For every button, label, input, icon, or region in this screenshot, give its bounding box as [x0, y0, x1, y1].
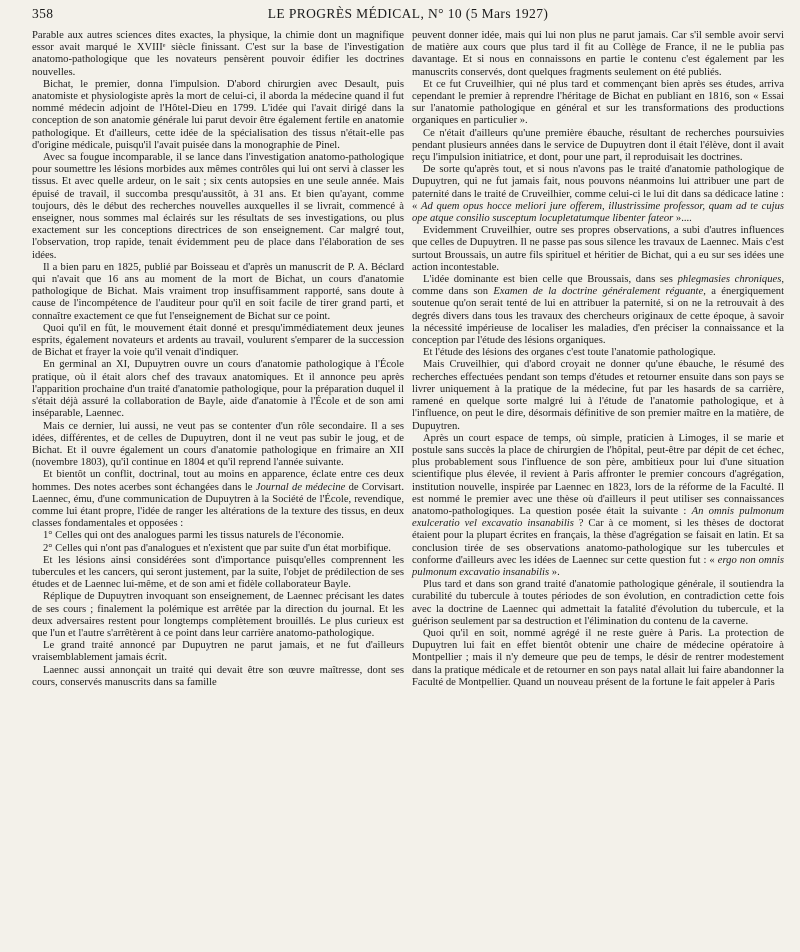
text-run: , comme dans son	[412, 274, 784, 298]
running-title: LE PROGRÈS MÉDICAL, N° 10 (5 Mars 1927)	[267, 6, 549, 21]
paragraph	[412, 433, 784, 579]
paragraph: Plus tard et dans son grand traité d'anatomie pathologique générale, il soutiendra la curabilité du tubercule à toutes périodes de son évolution, en contradiction cette fois avec la doctrine de Laennec qui admettait la fatalité d'évolution du tubercule, et la guérison seulement par sa destruction et l'élimination du contenu de la caverne.	[412, 579, 784, 627]
text-run: De sorte qu'après tout, et si nous n'avons pas le traité d'anatomie pathologique de Dupuytren, qui ne fut jamais fait, nous pouvons néanmoins lui attribuer une part de paternité dans le traité de Cruveilhier, comme celui-ci le lui dit dans sa dédicace latine : «	[412, 164, 784, 212]
paragraph	[412, 164, 784, 225]
paragraph: Quoi qu'il en fût, le mouvement était donné et presqu'immédiatement deux jeunes esprits, également novateurs et ardents au travail, voulurent s'emparer de la succession de Bichat et frayer la voie qu'il venait d'indiquer.	[32, 322, 404, 359]
text-columns	[32, 30, 784, 689]
text-run: ».	[549, 566, 560, 578]
paragraph: Mais ce dernier, lui aussi, ne veut pas se contenter d'un rôle secondaire. Il a ses idées, différentes, et de celles de Dupuytren, dont il ne veut pas subir le joug, et de Bichat. Et il ouvre également un cours d'anatomie pathologique en frimaire an XII (novembre 1803), qu'il continue en 1804 et qu'il reprend l'année suivante.	[32, 420, 404, 469]
paragraph: Parable aux autres sciences dites exactes, la physique, la chimie dont un magnifique essor avait marqué le XVIIIᵉ siècle finissant. C'est sur la base de l'investigation anatomo-pathologique que les novateurs pensèrent pouvoir édifier les doctrines nouvelles.	[32, 30, 404, 78]
paragraph: Bichat, le premier, donna l'impulsion. D'abord chirurgien avec Desault, puis anatomiste et physiologiste après la mort de celui-ci, il aborda la médecine quand il fut nommé médecin adjoint de l'Hôtel-Dieu en 1799. L'idée qui l'avait dirigé dans la conception de son anatomie générale lui parut devoir être également fertile en anatomie pathologique. Et d'ailleurs, cette idée de la spécialisation des tissus n'était-elle pas d'origine médicale, puisqu'il l'avait puisée dans la monographie de Pinel.	[32, 78, 404, 151]
work-title: phlegmasies chroniques	[677, 274, 782, 286]
paragraph: peuvent donner idée, mais qui lui non plus ne parut jamais. Car s'il semble avoir servi de matière aux cours que plus tard il fit au Collège de France, il ne le publia pas davantage. Et si nous en connaissons en partie le contenu c'est également par les manuscrits conservés, dont quelques fragments seulement on été publiés.	[412, 30, 784, 78]
paragraph: Evidemment Cruveilhier, outre ses propres observations, a subi d'autres influences que celles de Dupuytren. Il ne passe pas sous silence les travaux de Laennec. Mais c'est surtout Broussais, un autre fils spirituel et héritier de Bichat, qui a eu sur ses idées une action incontestable.	[412, 225, 784, 273]
paragraph: Réplique de Dupuytren invoquant son enseignement, de Laennec précisant les dates de ses cours ; finalement la polémique est arrêtée par la direction du journal. Et les deux adversaires restent pour longtemps complètement brouillés. Le plus curieux est que l'un et l'autre s'arrêtèrent à ce point dans leur carrière anatomo-pathologique.	[32, 591, 404, 639]
left-column	[32, 30, 404, 689]
list-item: 2° Celles qui n'ont pas d'analogues et n'existent que par suite d'un état morbifique.	[43, 542, 391, 554]
paragraph: Quoi qu'il en soit, nommé agrégé il ne reste guère à Paris. La protection de Dupuytren lui fait en effet bientôt obtenir une chaire de médecine opératoire à Montpellier ; mais il n'y demeure que peu de temps, le désir de rentrer modestement dans la pratique médicale et de retourner en son pays natal allait lui faire abandonner la Faculté de Montpellier. Quand un nouveau présent de la fortune le fait appeler à Paris	[412, 627, 784, 688]
work-title: Examen de la doctrine généralement réguante	[493, 286, 704, 298]
paragraph: Le grand traité annoncé par Dupuytren ne parut jamais, et ne fut d'ailleurs vraisemblablement jamais écrit.	[32, 640, 404, 664]
paragraph: Il a bien paru en 1825, publié par Boisseau et d'après un manuscrit de P. A. Béclard qui n'avait que 16 ans au moment de la mort de Bichat, un cours d'anatomie pathologique de Bichat. Mais vraiment trop insuffisamment rapporté, sans doute à cause de l'incompétence de l'auditeur pour qu'il en soit facile de tirer grand parti, et connaître exactement ce que fut l'enseignement de Bichat sur ce point.	[32, 261, 404, 322]
paragraph: En germinal an XI, Dupuytren ouvre un cours d'anatomie pathologique à l'École pratique, où il était alors chef des travaux anatomiques. Et il annonce peu après l'apparition prochaine d'un traité d'anatomie pathologique, pour la préparation duquel il s'était déjà assuré la collaboration de Bayle, aide d'anatomie à l'École et de son ami inséparable, Laennec.	[32, 359, 404, 420]
paragraph: Et ce fut Cruveilhier, qui né plus tard et commençant bien après ses études, arriva cependant le premier à reprendre l'héritage de Bichat en publiant en 1816, son « Essai sur l'anatomie pathologique en général et sur les transformations des productions organiques en particulier ».	[412, 78, 784, 127]
paragraph	[32, 469, 404, 530]
text-run: L'idée dominante est bien celle que Broussais, dans ses	[423, 274, 678, 286]
text-run: »....	[673, 213, 692, 225]
paragraph	[412, 274, 784, 347]
paragraph: Ce n'était d'ailleurs qu'une première ébauche, résultant de recherches poursuivies pendant plusieurs années dans le service de Dupuytren dont il était l'élève, dont il avait reçu l'impulsion initiatrice, et dont, pour une part, il reproduisait les doctrines.	[412, 127, 784, 164]
paragraph: Laennec aussi annonçait un traité qui devait être son œuvre maîtresse, dont ses cours, conservés manuscrits dans sa famille	[32, 664, 404, 688]
paragraph: Et l'étude des lésions des organes c'est toute l'anatomie pathologique.	[423, 347, 716, 359]
thesis-conclusion: ergo non omnis pulmonum excavatio insanabilis	[412, 554, 784, 578]
text-run: de Corvisart. Laennec, ému, d'une communication de Dupuytren à la Société de l'École, revendique, comme lui étant propre, l'idée de ranger les altérations de la texture des tissus, en deux classes fondamentales et opposées :	[32, 481, 404, 530]
text-run: Et bientôt un conflit, doctrinal, tout au moins en apparence, éclate entre ces deux hommes. Des notes acerbes sont échangées dans le	[32, 469, 404, 493]
paragraph: Avec sa fougue incomparable, il se lance dans l'investigation anatomo-pathologique pour soumettre les lésions morbides aux mêmes contrôles qui lui ont servi à classer les tissus. Et avec quelle ardeur, on le sait ; six cents autopsies en une seule année. Mais épuisé de travail, il succomba presqu'aussitôt, à 31 ans. Et bien qu'ayant, comme toujours, dès le début des recherches nouvelles auxquelles il se livrait, commencé à enseigner, nous sommes mal éclairés sur les résultats de ses investigations, ou plus exactement sur les conceptions directrices de son enseignement. Car malgré tout, l'observation, trop rapide, tenait évidemment peu de place dans l'élaboration de ses idées.	[32, 152, 404, 261]
text-run: ? Car à ce moment, si les thèses de doctorat étaient pour la plupart écrites en français, la thèse d'agrégation se faisait en latin. Et sa conclusion tirée de ses observations anatomo-pathologique sur les tubercules et conforme d'ailleurs avec les idées de Laennec sur cette question fut : «	[412, 518, 784, 566]
right-column	[412, 30, 784, 689]
latin-dedication: Ad quem opus hocce meliori jure offerem, illustrissime professor, quam ad te cujus ope atque consilio susceptum locupletatumque libenter fateor	[412, 200, 784, 225]
thesis-question: An omnis pulmonum exulceratio vel excavatio insanabilis	[412, 505, 784, 530]
page-header	[32, 6, 784, 28]
text-run: , a énergiquement soutenue qu'on serait tenté de lui en attribuer la paternité, si on ne la retrouvait à des degrés divers dans tous les travaux des chercheurs originaux de cette époque, à savoir la nécessité impérieuse de localiser les maladies, d'en préciser la connaissance et la conception par l'étude des lésions organiques.	[412, 286, 785, 347]
paragraph: Et les lésions ainsi considérées sont d'importance puisqu'elles comprennent les tubercules et les cancers, qui seront justement, par la suite, l'objet de prédilection de ses études et de Laennec lui-même, et de son ami et fidèle collaborateur Bayle.	[32, 554, 404, 591]
paragraph: Mais Cruveilhier, qui d'abord croyait ne donner qu'une ébauche, le résumé des recherches effectuées pendant son temps d'études et retourner ensuite dans son pays se livrer uniquement à la pratique de la médecine, fut par les hasards de sa carrière, ramené en quelque sorte malgré lui à l'étude de l'anatomie pathologique, et à l'influence, on peut le dire, désormais définitive de son premier maître en la matière, de Dupuytren.	[412, 359, 784, 432]
text-run: Après un court espace de temps, où simple, praticien à Limoges, il se marie et postule sans succès la place de chirurgien de l'hôpital, peut-être par dépit de cet échec, plus probablement sous l'influence de son père, ambitieux pour lui d'une situation scientifique plus élevée, il revient à Paris affronter le premier concours d'agrégation, institution nouvelle, inspirée par Laennec en 1823, lors de la réforme de la Faculté. Il est nommé le premier avec une thèse où d'ailleurs il peut utiliser ses connaissances anatomo-pathologiques. La question posée était la suivante :	[412, 432, 784, 517]
list-item: 1° Celles qui ont des analogues parmi les tissus naturels de l'économie.	[43, 530, 344, 542]
page-number: 358	[32, 6, 54, 21]
journal-title: Journal de médecine	[255, 481, 346, 493]
